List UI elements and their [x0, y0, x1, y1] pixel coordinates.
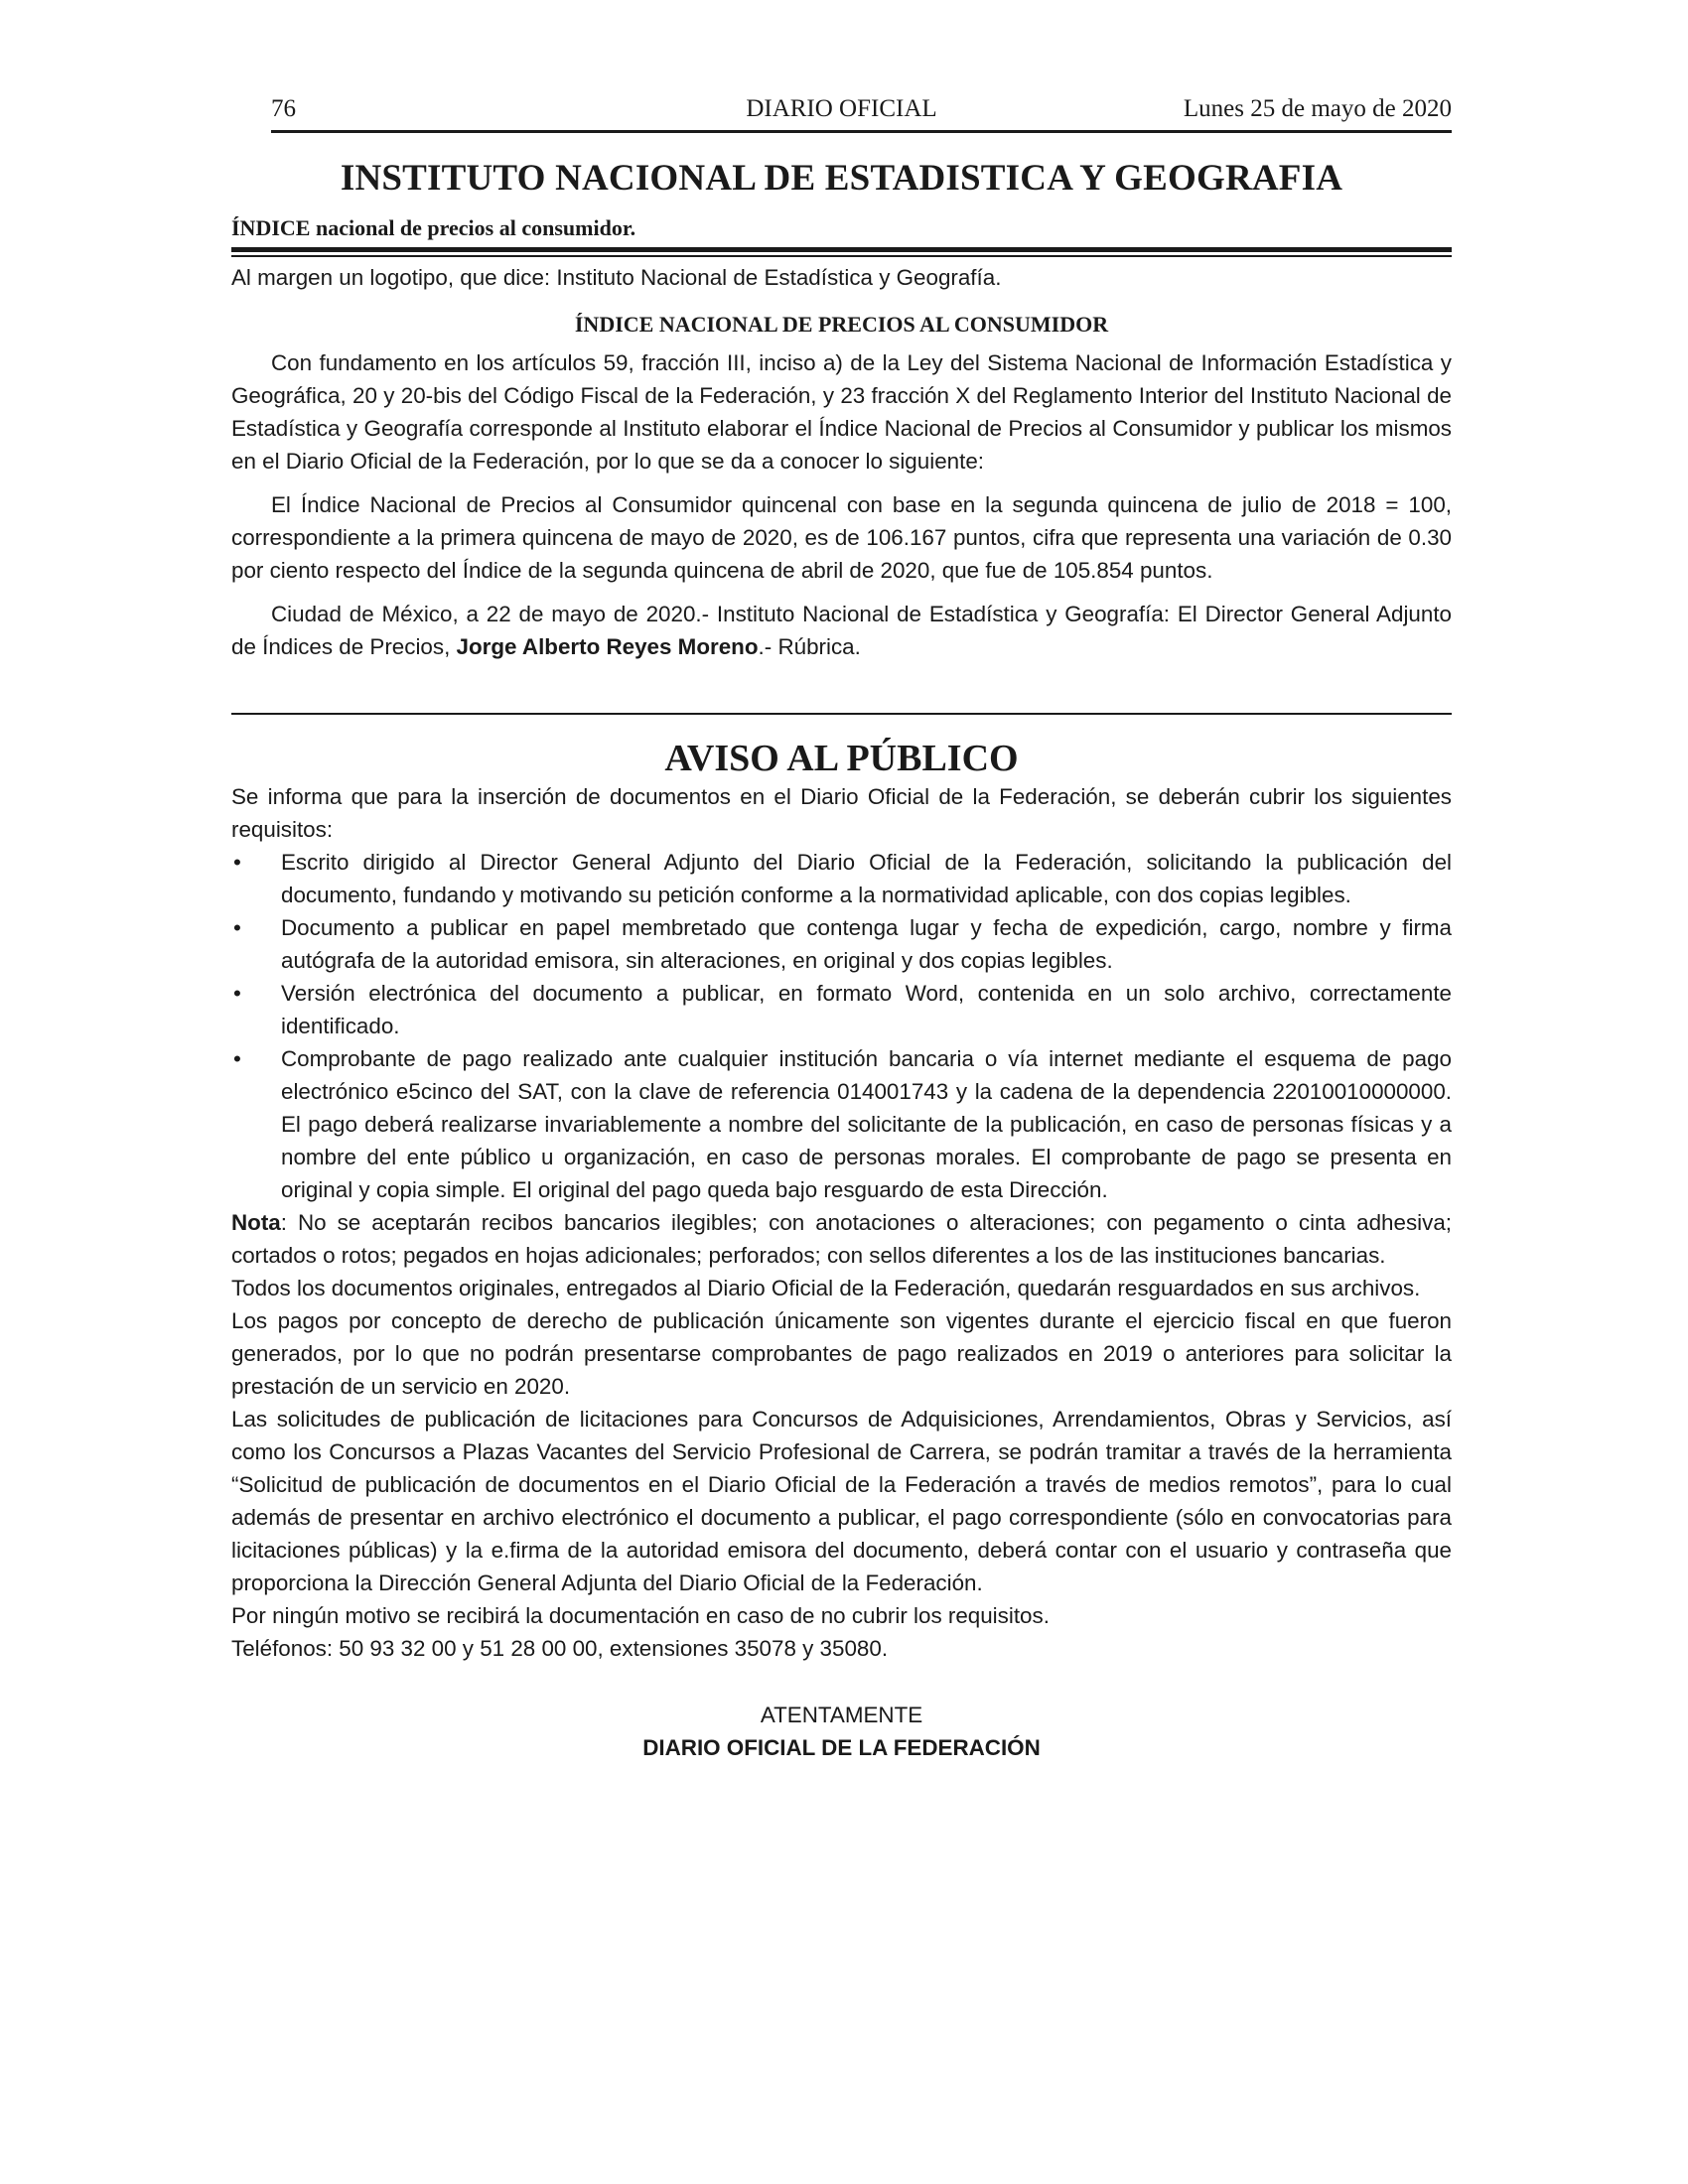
subtitle-bold: ÍNDICE	[231, 215, 311, 240]
requirement-text: Documento a publicar en papel membretado que contenga lugar y fecha de expedición, cargo, nombre y firma autógrafa de la autoridad emisora, sin alteraciones, en original y dos copias legibles.	[281, 915, 1452, 973]
double-rule	[231, 247, 1452, 257]
subtitle-rest: nacional de precios al consumidor.	[310, 215, 636, 240]
publication-name: DIARIO OFICIAL	[746, 95, 937, 122]
section-divider	[231, 713, 1452, 715]
paragraph-signature	[231, 598, 1452, 663]
nota-paragraph	[231, 1206, 1452, 1272]
signer-name: Jorge Alberto Reyes Moreno	[456, 634, 759, 659]
list-item	[231, 1042, 1452, 1206]
requirement-text: Versión electrónica del documento a publicar, en formato Word, contenida en un solo archivo, correctamente identificado.	[281, 981, 1452, 1038]
page-number: 76	[271, 95, 296, 122]
institute-title: INSTITUTO NACIONAL DE ESTADISTICA Y GEOGRAFIA	[340, 158, 1343, 199]
paragraph-telefonos: Teléfonos: 50 93 32 00 y 51 28 00 00, extensiones 35078 y 35080.	[231, 1636, 889, 1661]
institute-body	[231, 261, 1452, 663]
aviso-title: AVISO AL PÚBLICO	[664, 738, 1019, 779]
document-page	[231, 95, 1452, 1764]
bullet-icon: •	[233, 850, 241, 875]
requirement-text: Comprobante de pago realizado ante cualquier institución bancaria o vía internet mediante el esquema de pago electrónico e5cinco del SAT, con la clave de referencia 014001743 y la cadena de la dependencia 22010010000000. El pago deberá realizarse invariablemente a nombre del solicitante de la publicación, en caso de personas físicas y a nombre del ente público u organización, en caso de personas morales. El comprobante de pago se presenta en original y copia simple. El original del pago queda bajo resguardo de esta Dirección.	[281, 1046, 1452, 1202]
signature-rubrica: .- Rúbrica.	[758, 634, 861, 659]
list-item	[231, 846, 1452, 911]
paragraph-documentos: Todos los documentos originales, entregados al Diario Oficial de la Federación, quedarán resguardados en sus archivos.	[231, 1276, 1421, 1300]
aviso-body	[231, 780, 1452, 1764]
bullet-icon: •	[233, 915, 241, 940]
paragraph-pagos: Los pagos por concepto de derecho de publicación únicamente son vigentes durante el ejercicio fiscal en que fueron generados, por lo que no podrán presentarse comprobantes de pago realizados en 2019 o anteriores para solicitar la prestación de un servicio en 2020.	[231, 1308, 1452, 1399]
closing-organization: DIARIO OFICIAL DE LA FEDERACIÓN	[642, 1735, 1041, 1760]
signature-intro: Ciudad de México, a 22 de mayo de 2020.- Instituto Nacional de Estadística y Geografía: El Director General Adjunto de Índices de Precios,	[231, 602, 1452, 659]
paragraph-licitaciones: Las solicitudes de publicación de licitaciones para Concursos de Adquisiciones, Arrendamientos, Obras y Servicios, así como los Concursos a Plazas Vacantes del Servicio Profesional de Carrera, se podrán tramitar a través de la herramienta “Solicitud de publicación de documentos en el Diario Oficial de la Federación a través de medios remotos”, para lo cual además de presentar en archivo electrónico el documento a publicar, el pago correspondiente (sólo en convocatorias para licitaciones públicas) y la e.firma de la autoridad emisora del documento, deberá contar con el usuario y contraseña que proporciona la Dirección General Adjunta del Diario Oficial de la Federación.	[231, 1407, 1452, 1595]
document-subtitle	[231, 215, 1452, 241]
paragraph-fundamento: Con fundamento en los artículos 59, fracción III, inciso a) de la Ley del Sistema Nacional de Información Estadística y Geográfica, 20 y 20-bis del Código Fiscal de la Federación, y 23 fracción X del Reglamento Interior del Instituto Nacional de Estadística y Geografía corresponde al Instituto elaborar el Índice Nacional de Precios al Consumidor y publicar los mismos en el Diario Oficial de la Federación, por lo que se da a conocer lo siguiente:	[231, 350, 1452, 474]
signoff-block	[231, 1699, 1452, 1764]
requirement-text: Escrito dirigido al Director General Adjunto del Diario Oficial de la Federación, solicitando la publicación del documento, fundando y motivando su petición conforme a la normatividad aplicable, con dos copias legibles.	[281, 850, 1452, 907]
bullet-icon: •	[233, 1046, 241, 1071]
publication-date: Lunes 25 de mayo de 2020	[1183, 95, 1452, 122]
aviso-intro: Se informa que para la inserción de documentos en el Diario Oficial de la Federación, se deberán cubrir los siguientes requisitos:	[231, 784, 1452, 842]
section-heading: ÍNDICE NACIONAL DE PRECIOS AL CONSUMIDOR	[574, 312, 1109, 337]
list-item	[231, 911, 1452, 977]
requirements-list	[231, 846, 1452, 1206]
header-rule	[271, 130, 1452, 133]
page-header	[231, 95, 1452, 135]
paragraph-motivo: Por ningún motivo se recibirá la documentación en caso de no cubrir los requisitos.	[231, 1603, 1050, 1628]
closing-text: ATENTAMENTE	[760, 1703, 923, 1727]
list-item	[231, 977, 1452, 1042]
margin-note: Al margen un logotipo, que dice: Instituto Nacional de Estadística y Geografía.	[231, 265, 1002, 290]
bullet-icon: •	[233, 981, 241, 1006]
paragraph-indice: El Índice Nacional de Precios al Consumidor quincenal con base en la segunda quincena de julio de 2018 = 100, correspondiente a la primera quincena de mayo de 2020, es de 106.167 puntos, cifra que representa una variación de 0.30 por ciento respecto del Índice de la segunda quincena de abril de 2020, que fue de 105.854 puntos.	[231, 492, 1452, 583]
nota-text: : No se aceptarán recibos bancarios ilegibles; con anotaciones o alteraciones; con pegamento o cinta adhesiva; cortados o rotos; pegados en hojas adicionales; perforados; con sellos diferentes a los de las instituciones bancarias.	[231, 1210, 1452, 1268]
nota-label: Nota	[231, 1210, 281, 1235]
